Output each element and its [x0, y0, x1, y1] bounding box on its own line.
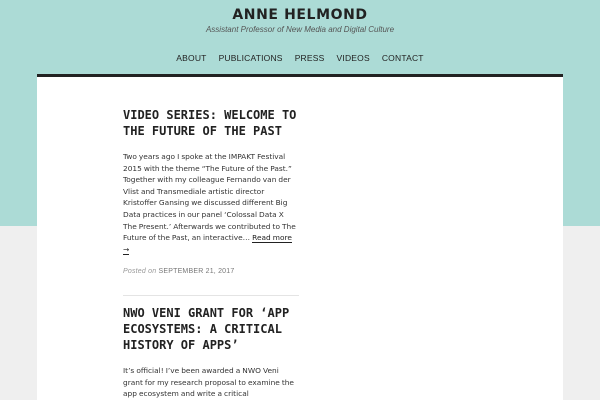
- posted-on-label: Posted on: [123, 268, 157, 276]
- main-navigation: [0, 53, 600, 63]
- post-video-series: [123, 107, 299, 275]
- nav-item-contact[interactable]: CONTACT: [381, 53, 424, 63]
- nav-item-publications[interactable]: PUBLICATIONS: [218, 53, 283, 63]
- nav-item-about[interactable]: ABOUT: [176, 53, 207, 63]
- content-area: [37, 74, 563, 400]
- post-excerpt: It’s official! I’ve been awarded a NWO Veni grant for my research proposal to examine the app ecosystem and write a critical: [123, 366, 294, 399]
- site-tagline: Assistant Professor of New Media and Digital Culture: [205, 25, 395, 34]
- nav-item-press[interactable]: PRESS: [294, 53, 325, 63]
- post-title[interactable]: VIDEO SERIES: WELCOME TO THE FUTURE OF THE PAST: [123, 108, 297, 138]
- post-excerpt: [123, 151, 299, 255]
- post-nwo-veni-grant: [123, 305, 299, 400]
- site-title[interactable]: ANNE HELMOND: [232, 7, 368, 23]
- read-more-link[interactable]: Read more →: [123, 233, 292, 254]
- post-divider: [123, 295, 299, 296]
- post-excerpt-text: Two years ago I spoke at the IMPAKT Festival 2015 with the theme “The Future of the Past.” Together with my colleague Fernando van der Vlist and Transmediale artistic director Kristoffer Gansing we discussed different Big Data practices in our panel ‘Colossal Data X The Present.’ Afterwards we contributed to The Future of the Past, an interactive…: [123, 152, 296, 243]
- post-title[interactable]: NWO VENI GRANT FOR ‘APP ECOSYSTEMS: A CRITICAL HISTORY OF APPS’: [123, 306, 290, 352]
- nav-item-videos[interactable]: VIDEOS: [336, 53, 370, 63]
- post-meta: [123, 268, 299, 275]
- post-date[interactable]: SEPTEMBER 21, 2017: [158, 268, 235, 276]
